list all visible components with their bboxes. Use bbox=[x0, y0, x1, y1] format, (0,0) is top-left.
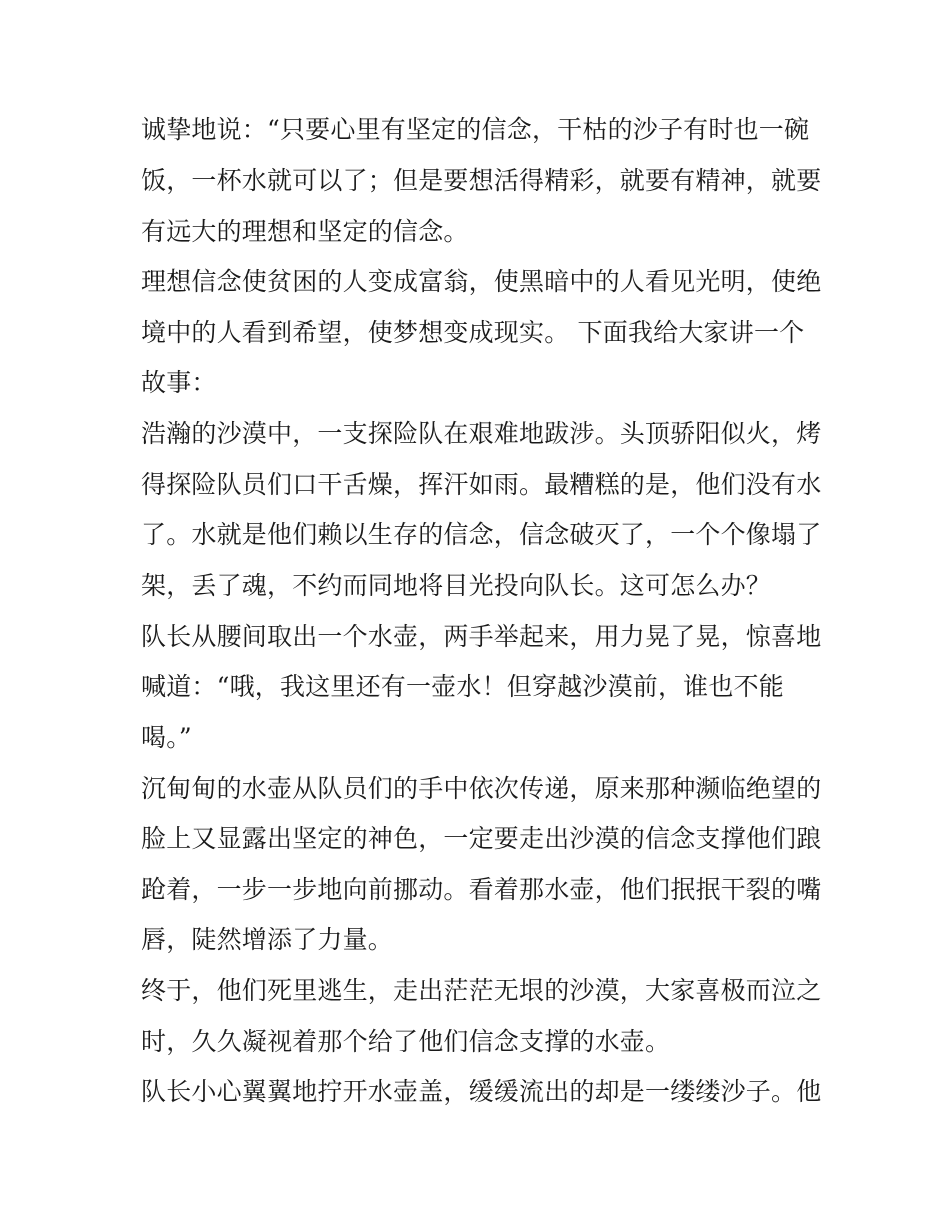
text-line: 喊道：“哦，我这里还有一壶水！但穿越沙漠前，谁也不能 bbox=[141, 672, 784, 701]
text-line: 队长小心翼翼地拧开水壶盖，缓缓流出的却是一缕缕沙子。他 bbox=[141, 1077, 822, 1106]
text-line: 理想信念使贫困的人变成富翁，使黑暗中的人看见光明，使绝 bbox=[141, 267, 822, 296]
text-line: 架，丢了魂，不约而同地将目光投向队长。这可怎么办？ bbox=[141, 571, 772, 600]
text-line: 唇，陡然增添了力量。 bbox=[141, 925, 394, 954]
text-line: 有远大的理想和坚定的信念。 bbox=[141, 217, 469, 246]
text-line: 跄着，一步一步地向前挪动。看着那水壶，他们抿抿干裂的嘴 bbox=[141, 875, 822, 904]
text-line: 脸上又显露出坚定的神色，一定要走出沙漠的信念支撑他们踉 bbox=[141, 824, 822, 853]
text-line: 饭，一杯水就可以了；但是要想活得精彩，就要有精神，就要 bbox=[141, 166, 822, 195]
text-line: 得探险队员们口干舌燥，挥汗如雨。最糟糕的是，他们没有水 bbox=[141, 470, 822, 499]
text-line: 诚挚地说：“只要心里有坚定的信念，干枯的沙子有时也一碗 bbox=[141, 115, 810, 144]
text-line: 浩瀚的沙漠中，一支探险队在艰难地跋涉。头顶骄阳似火，烤 bbox=[141, 419, 822, 448]
text-line: 沉甸甸的水壶从队员们的手中依次传递，原来那种濒临绝望的 bbox=[141, 774, 822, 803]
text-line: 境中的人看到希望，使梦想变成现实。 下面我给大家讲一个 bbox=[141, 318, 805, 347]
text-line: 喝。” bbox=[141, 723, 192, 752]
text-line: 队长从腰间取出一个水壶，两手举起来，用力晃了晃，惊喜地 bbox=[141, 622, 822, 651]
text-line: 终于，他们死里逃生，走出茫茫无垠的沙漠，大家喜极而泣之 bbox=[141, 976, 822, 1005]
text-line: 时，久久凝视着那个给了他们信念支撑的水壶。 bbox=[141, 1027, 671, 1056]
text-line: 了。水就是他们赖以生存的信念，信念破灭了，一个个像塌了 bbox=[141, 520, 822, 549]
text-line: 故事： bbox=[141, 368, 217, 397]
